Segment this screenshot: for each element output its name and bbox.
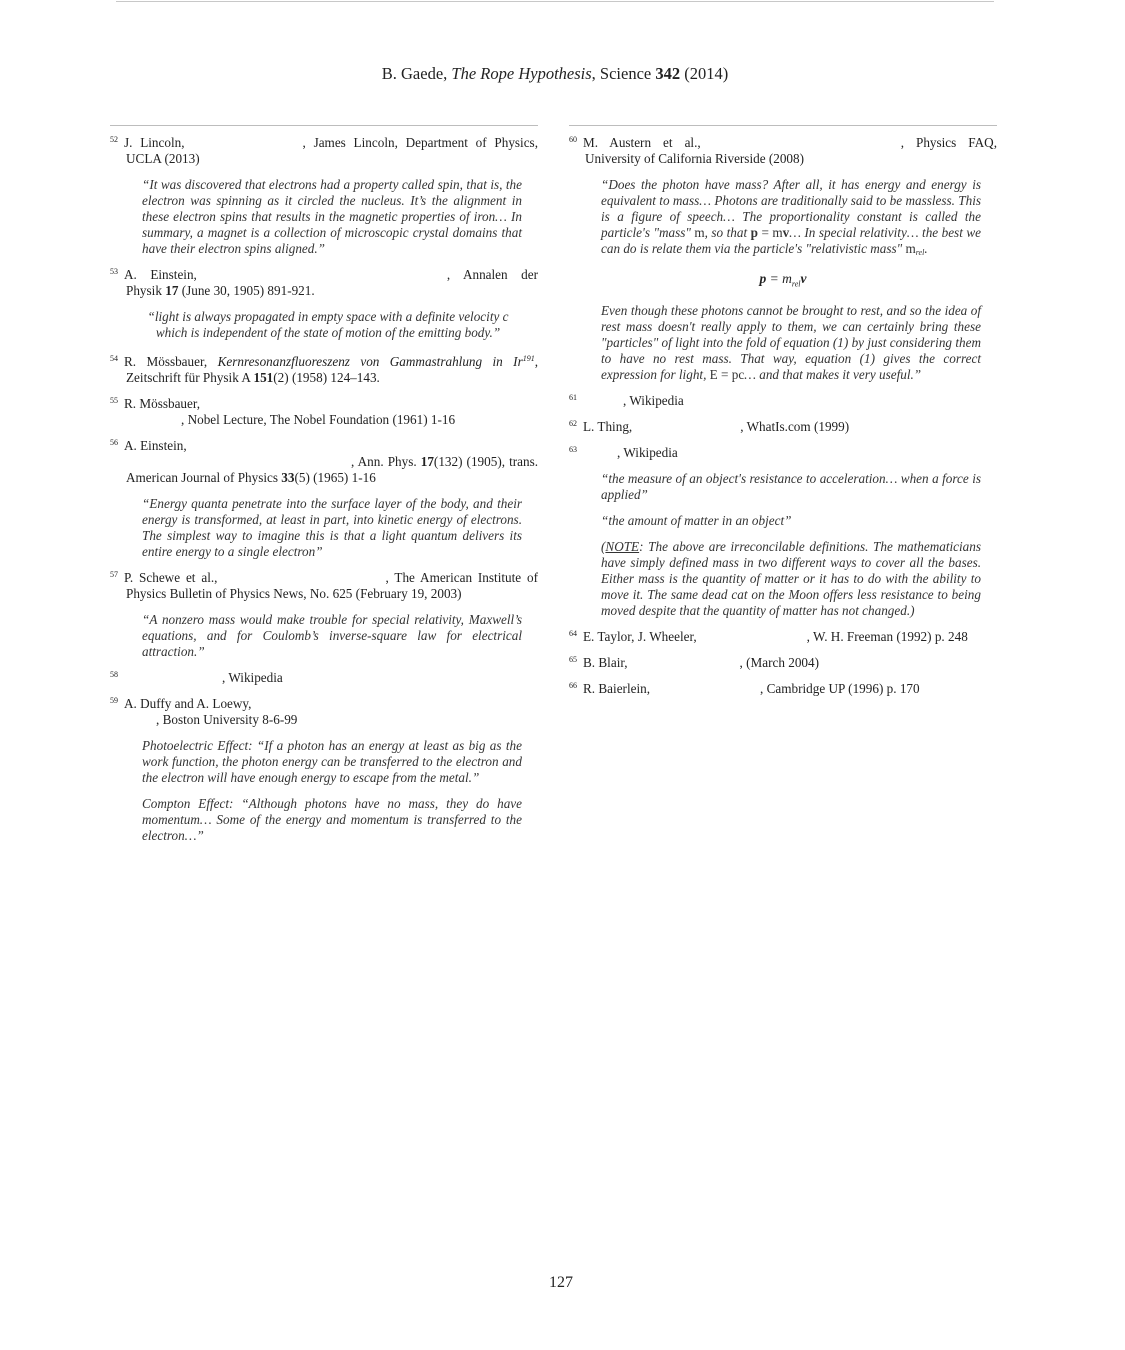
quote-text: , so that: [704, 225, 751, 240]
quote-text: Even though these photons cannot be brought to rest, and so the idea of rest mass doesn't really apply to them, we can certainly bring these "particles" of light into the fold of equation (1) by just considering them to have no rest mass. That way, equation (1) gives the correct expression for light,: [601, 302, 981, 382]
header-journal: , Science: [591, 64, 656, 83]
footnote-60-quote: [601, 177, 981, 261]
footnote-63-note: [601, 539, 981, 619]
footnote-volume: 17: [420, 454, 434, 469]
footnote-author: A. Einstein,: [124, 438, 187, 453]
footnote-volume: 17: [165, 283, 179, 298]
footnote-volume: 33: [281, 470, 295, 485]
footnote-65: 65 B. Blair, , (March 2004): [569, 654, 819, 670]
footnote-source: , Wikipedia: [222, 670, 283, 685]
footnote-volume: 151: [253, 370, 274, 385]
footnote-53-quote: “light is always propagated in empty space with a definite velocity c which is independent of the state of motion of the emitting body.”: [147, 309, 509, 340]
footnote-63-quote-matter: “the amount of matter in an object”: [601, 512, 792, 528]
footnote-source: , Nobel Lecture, The Nobel Foundation (1961) 1-16: [181, 412, 456, 427]
footnote-63: 63 , Wikipedia: [569, 444, 678, 460]
equation-subscript: rel: [791, 279, 801, 289]
quote-equation: E = pc: [709, 366, 745, 382]
note-label: NOTE: [605, 538, 640, 554]
equation-p-mrel-v: [569, 271, 997, 293]
footnotes-right-column: [569, 125, 997, 707]
footnote-58: 58 , Wikipedia: [110, 670, 283, 685]
note-paren: (: [601, 538, 606, 554]
footnote-author: A. Duffy and A. Loewy,: [124, 696, 252, 711]
footnote-66: 66 R. Baierlein, , Cambridge UP (1996) p. 170: [569, 680, 920, 696]
column-rule: [569, 125, 997, 126]
header-volume: 342: [655, 64, 681, 83]
header-title: The Rope Hypothesis: [451, 64, 592, 83]
footnote-pages: (2) (1958) 124–143.: [273, 370, 380, 385]
footnote-author: P. Schewe et al.,: [124, 570, 218, 585]
footnote-source: , Cambridge UP (1996) p. 170: [760, 680, 920, 696]
footnote-54: 54 R. Mössbauer, Kernresonanzfluoreszenz von Gammastrahlung in Ir$^{191}$, Zeitschrift für Physik A 151(2) (1958) 124–143.: [110, 354, 538, 385]
footnote-author: M. Austern et al.,: [583, 135, 701, 150]
footnote-source: , Physics FAQ, University of California Riverside (2008): [585, 135, 997, 166]
footnote-64: 64 E. Taylor, J. Wheeler, , W. H. Freeman (1992) p. 248: [569, 628, 968, 644]
footnote-source: , The American Institute of Physics Bulletin of Physics News, No. 625 (February 19, 2003): [126, 570, 538, 601]
note-text: : The above are irreconcilable definitions. The mathematicians have simply defined mass in two different ways to cover all the bases. Either mass is the quantity of matter or it has to do with the ability to move it. The same dead cat on the Moon offers less resistance to being moved despite that the quantity of matter has not changed.): [601, 538, 981, 618]
footnotes-left-column: [110, 125, 538, 854]
footnote-59: 59 A. Duffy and A. Loewy, , Boston University 8-6-99: [110, 696, 298, 727]
header-year: (2014): [680, 64, 729, 83]
footnote-62: 62 L. Thing, , WhatIs.com (1999): [569, 418, 850, 434]
footnote-source: , Boston University 8-6-99: [156, 712, 298, 727]
footnote-source: , James Lincoln, Department of Physics, UCLA (2013): [126, 135, 538, 166]
footnote-source: , (March 2004): [739, 654, 819, 670]
footnote-57: 57 P. Schewe et al., , The American Institute of Physics Bulletin of Physics News, No. 625 (February 19, 2003): [110, 570, 538, 601]
footnote-pages: (5) (1965) 1-16: [294, 470, 376, 485]
footnote-translation: (132) (1905), trans. American Journal of Physics: [126, 454, 539, 485]
footnote-59-quote-compton: Compton Effect: “Although photons have no mass, they do have momentum… Some of the energy and momentum is transferred to the electron…”: [142, 796, 522, 843]
footnote-source: , W. H. Freeman (1992) p. 248: [806, 628, 968, 644]
footnote-author: B. Blair,: [583, 654, 628, 670]
quote-symbol: = m: [757, 225, 783, 240]
footnote-56-quote: “Energy quanta penetrate into the surface layer of the body, and their energy is transformed, at least in part, into kinetic energy of electrons. The simplest way to imagine this is that a light quantum delivers its entire energy to a single electron”: [142, 496, 522, 559]
footnote-63-quote-resistance: “the measure of an object's resistance to acceleration… when a force is applied”: [601, 470, 981, 502]
footnote-author: A. Einstein,: [124, 267, 197, 282]
quote-symbol: m: [905, 241, 916, 256]
footnote-author: R. Mössbauer,: [124, 354, 218, 369]
footnote-source: , Ann. Phys.: [351, 454, 421, 469]
footnote-author: E. Taylor, J. Wheeler,: [583, 628, 697, 644]
footnote-pages: (June 30, 1905) 891-921.: [178, 283, 315, 298]
equation-symbol: v: [800, 271, 807, 286]
footnote-53: 53 A. Einstein, , Annalen der Physik 17 (June 30, 1905) 891-921.: [110, 267, 538, 298]
footnote-60: 60 M. Austern et al., , Physics FAQ, University of California Riverside (2008): [569, 135, 997, 166]
footnote-author: J. Lincoln,: [124, 135, 185, 150]
quote-text: … and that makes it very useful.”: [744, 366, 922, 382]
footnote-source: , WhatIs.com (1999): [740, 418, 850, 434]
footnote-author: L. Thing,: [583, 418, 633, 434]
quote-symbol: m: [694, 225, 705, 240]
footnote-56: 56 A. Einstein, , Ann. Phys. 17(132) (1905), trans. American Journal of Physics 33(5) (1965) 1-16: [110, 438, 539, 485]
quote-symbol: p: [750, 225, 758, 240]
footnote-57-quote: “A nonzero mass would make trouble for special relativity, Maxwell’s equations, and for Coulomb’s inverse-square law for electrical attraction.”: [142, 612, 522, 659]
footnote-source: , Annalen der Physik: [126, 267, 538, 298]
footnote-61: 61 , Wikipedia: [569, 392, 684, 408]
quote-text: … In special relativity… the best we can do is relate them via the particle's "relativistic mass": [601, 225, 981, 256]
equation-symbol: = m: [766, 271, 792, 286]
footnote-source: , Wikipedia: [617, 444, 678, 460]
page-number: 127: [549, 1274, 573, 1291]
footnote-52: 52 J. Lincoln, , James Lincoln, Department of Physics, UCLA (2013): [110, 135, 538, 166]
footnote-52-quote: “It was discovered that electrons had a property called spin, that is, the electron was spinning as it circled the nucleus. It’s the alignment in these electron spins that results in the magnetic properties of iron… In summary, a magnet is a collection of microscopic crystal domains that have their electron spins aligned.”: [142, 177, 522, 256]
column-rule: [110, 125, 538, 126]
footnote-59-quote-photoelectric: Photoelectric Effect: “If a photon has an energy at least as big as the work function, the photon energy can be transferred to the electron and the electron will have enough energy to escape from the metal.”: [142, 738, 522, 785]
footnote-source: , Wikipedia: [623, 392, 684, 408]
footnote-superscript: 191: [522, 354, 535, 363]
equation-symbol: p: [759, 271, 767, 286]
quote-symbol: v: [782, 225, 790, 240]
footnote-source: , Zeitschrift für Physik A: [126, 354, 538, 385]
quote-subscript: rel: [915, 248, 925, 257]
footnote-60-quote-continued: [601, 303, 981, 383]
header-author: B. Gaede,: [381, 64, 452, 83]
quote-text: “Does the photon have mass? After all, it has energy and energy is equivalent to mass… Photons are traditionally said to be massless. This is a figure of speech… The proportionality constant is called the particle's "mass": [601, 177, 981, 240]
footnote-author: R. Mössbauer,: [124, 396, 201, 411]
footnote-author: R. Baierlein,: [583, 680, 651, 696]
quote-text: .: [924, 241, 928, 256]
running-header: [0, 64, 1110, 84]
footnote-title: Kernresonanzfluoreszenz von Gammastrahlung in Ir: [217, 354, 523, 369]
footnote-55: 55 R. Mössbauer, , Nobel Lecture, The Nobel Foundation (1961) 1-16: [110, 396, 456, 427]
top-rule: [116, 1, 994, 2]
